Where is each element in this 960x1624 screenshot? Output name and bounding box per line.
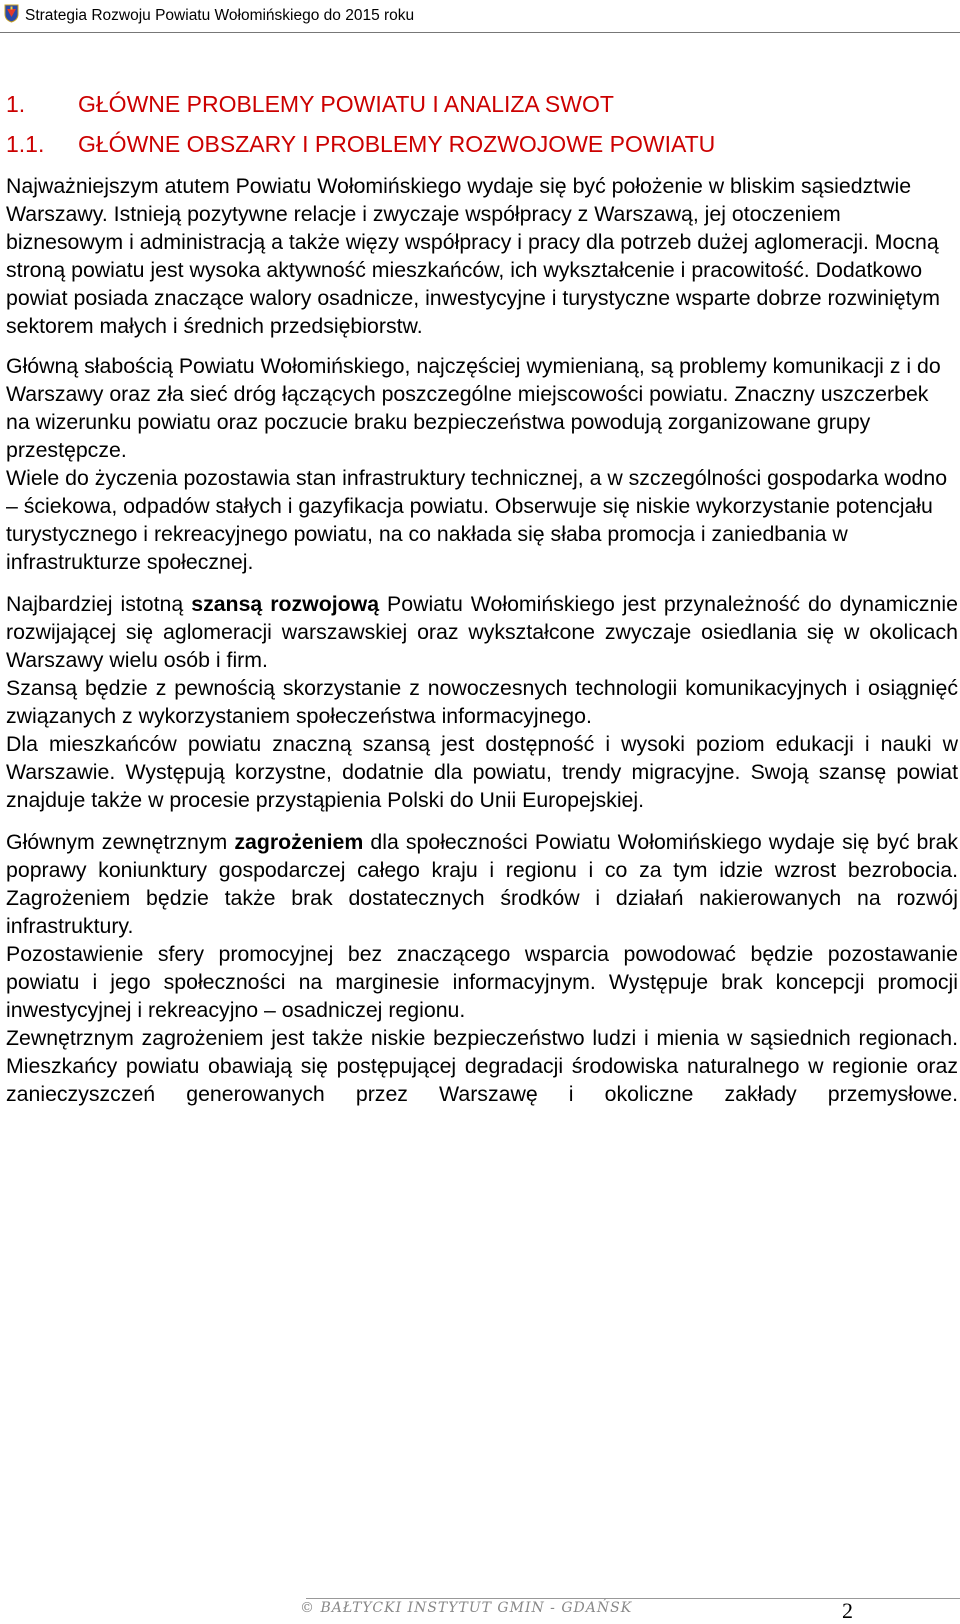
- paragraph-strengths: Najważniejszym atutem Powiatu Wołomińskiego wydaje się być położenie w bliskim sąsiedztwie Warszawy. Istnieją pozytywne relacje i zwyczaje współpracy z Warszawą, jej otoczeniem biznesowym i administracją a także więzy współpracy i pracy dla potrzeb dużej aglomeracji. Mocną stroną powiatu jest wysoka aktywność mieszkańców, ich wykształcenie i pracowitość. Dodatkowo powiat posiada znaczące walory osadnicze, inwestycyjne i turystyczne wsparte dobrze rozwiniętym sektorem małych i średnich przedsiębiorstw.: [6, 174, 940, 338]
- heading-text: GŁÓWNE OBSZARY I PROBLEMY ROZWOJOWE POWIATU: [78, 131, 716, 157]
- heading-number: 1.1.: [6, 131, 45, 157]
- paragraph-education: Dla mieszkańców powiatu znaczną szansą jest dostępność i wysoki poziom edukacji i nauki w Warszawie. Występują korzystne, dodatnie dla powiatu, trendy migracyjne. Swoją szansę powiat znajduje także w procesie przystąpienia Polski do Unii Europejskiej.: [6, 732, 958, 812]
- heading-level-1: [6, 91, 614, 118]
- bold-term: szansą rozwojową: [191, 592, 380, 616]
- heading-text: GŁÓWNE PROBLEMY POWIATU I ANALIZA SWOT: [78, 91, 614, 117]
- document-title: Strategia Rozwoju Powiatu Wołomińskiego do 2015 roku: [25, 7, 415, 24]
- footer-copyright: © BAŁTYCKI INSTYTUT GMIN - GDAŃSK: [300, 1600, 633, 1616]
- heading-level-2: [6, 131, 715, 158]
- page-header: [0, 0, 960, 34]
- footer-divider: [306, 1598, 960, 1599]
- paragraph-infrastructure: Wiele do życzenia pozostawia stan infrastruktury technicznej, a w szczególności gospodarka wodno – ściekowa, odpadów stałych i gazyfikacja powiatu. Obserwuje się niskie wykorzystanie potencjału turystycznego i rekreacyjnego powiatu, na co nakłada się słaba promocja i zaniedbania w infrastrukturze społecznej.: [6, 466, 948, 574]
- bold-term: zagrożeniem: [234, 830, 364, 854]
- paragraph-threat: Głównym zewnętrznym zagrożeniem dla społeczności Powiatu Wołomińskiego wydaje się być brak poprawy koniunktury gospodarczej całego kraju i regionu i co za tym idzie wzrost bezrobocia. Zagrożeniem będzie także brak dostatecznych środków i działań nakierowanych na rozwój infrastruktury.: [6, 830, 958, 938]
- page-number: 2: [842, 1598, 853, 1623]
- paragraph-promotion: Pozostawienie sfery promocyjnej bez znaczącego wsparcia powodować będzie pozostawanie powiatu i jego społeczności na marginesie informacyjnym. Występuje brak koncepcji promocji inwestycyjnej i rekreacyjno – osadniczej regionu.: [6, 942, 958, 1022]
- heading-number: 1.: [6, 91, 26, 117]
- paragraph-safety: Zewnętrznym zagrożeniem jest także niskie bezpieczeństwo ludzi i mienia w sąsiednich regionach. Mieszkańcy powiatu obawiają się postępującej degradacji środowiska naturalnego w regionie oraz zanieczyszczeń generowanych przez Warszawę i okoliczne zakłady przemysłowe.: [6, 1026, 958, 1106]
- body-text: [6, 172, 958, 1108]
- coat-of-arms-icon: [4, 4, 19, 23]
- paragraph-weaknesses: Główną słabością Powiatu Wołomińskiego, najczęściej wymienianą, są problemy komunikacji z i do Warszawy oraz zła sieć dróg łączących poszczególne miejscowości powiatu. Znaczny uszczerbek na wizerunku powiatu oraz poczucie braku bezpieczeństwa powodują zorganizowane grupy przestępcze.: [6, 354, 941, 462]
- paragraph-technology: Szansą będzie z pewnością skorzystanie z nowoczesnych technologii komunikacyjnych i osiągnięć związanych z wykorzystaniem społeczeństwa informacyjnego.: [6, 676, 958, 728]
- header-divider: [0, 32, 960, 33]
- paragraph-opportunity: Najbardziej istotną szansą rozwojową Powiatu Wołomińskiego jest przynależność do dynamicznie rozwijającej się aglomeracji warszawskiej oraz wykształcone zwyczaje osiedlania się w okolicach Warszawy wielu osób i firm.: [6, 592, 958, 672]
